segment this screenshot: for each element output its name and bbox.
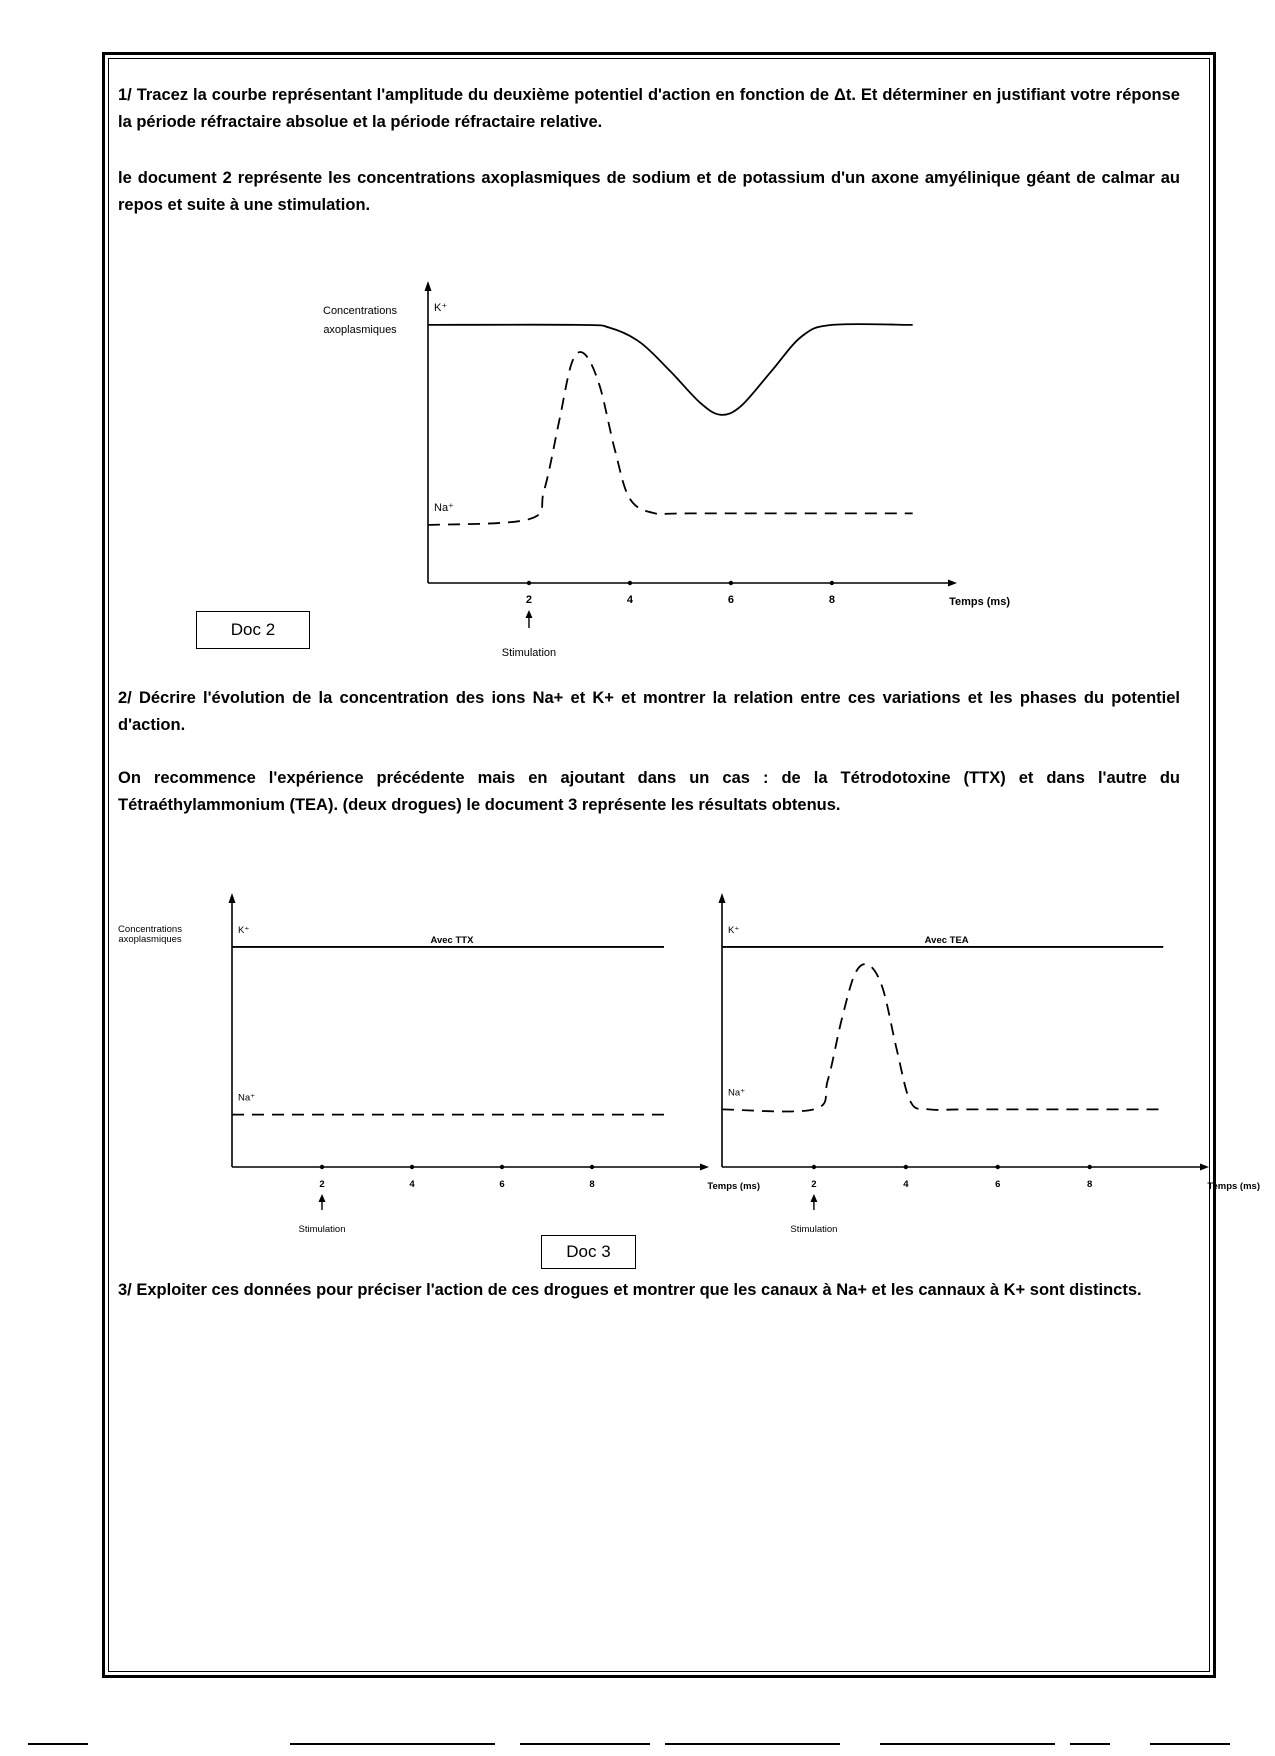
y-axis-label: Concentrations (118, 924, 182, 935)
question-3: 3/ Exploiter ces données pour préciser l'action de ces drogues et montrer que les canaux à Na+ et les cannaux à K+ sont distincts. (118, 1281, 1142, 1299)
x-tick (996, 1165, 1000, 1169)
x-tick (410, 1165, 414, 1169)
chart-title: Avec TEA (924, 935, 969, 946)
question-2: 2/ Décrire l'évolution de la concentration des ions Na+ et K+ et montrer la relation entre ces variations et les phases du potentiel d'action. (118, 689, 1180, 734)
stimulation-arrow-icon (319, 1194, 326, 1202)
y-axis-label: axoplasmiques (323, 324, 397, 336)
x-tick-label: 8 (589, 1179, 595, 1190)
x-axis-arrow-icon (948, 580, 957, 587)
footer-rule (520, 1743, 650, 1745)
x-tick (1087, 1165, 1091, 1169)
doc2-intro: le document 2 représente les concentrations axoplasmiques de sodium et de potassium d'un axone amyélinique géant de calmar au repos et suite à une stimulation. (118, 169, 1180, 214)
x-axis-arrow-icon (700, 1164, 709, 1171)
series-label: Na⁺ (434, 502, 454, 514)
footer-rule (1150, 1743, 1230, 1745)
x-tick (812, 1165, 816, 1169)
stimulation-arrow-icon (525, 610, 532, 618)
x-tick (830, 581, 834, 585)
doc2-chart-group (323, 281, 1010, 659)
footer-rule (1070, 1743, 1110, 1745)
x-tick-label: 4 (409, 1179, 415, 1190)
footer-rule (28, 1743, 88, 1745)
stimulation-label: Stimulation (790, 1224, 838, 1235)
series-label: K⁺ (728, 924, 740, 936)
footer-rule (665, 1743, 840, 1745)
x-axis-label: Temps (ms) (949, 596, 1010, 608)
footer-rule (880, 1743, 1055, 1745)
footer-rule (290, 1743, 495, 1745)
series-label: K⁺ (434, 301, 448, 314)
x-tick-label: 6 (499, 1179, 505, 1190)
x-tick (320, 1165, 324, 1169)
doc3-ttx-chart-group (118, 893, 760, 1235)
x-tick-label: 4 (626, 594, 634, 606)
x-tick-label: 8 (828, 594, 835, 606)
series-label: Na⁺ (238, 1092, 256, 1104)
x-tick (590, 1165, 594, 1169)
y-axis-label: axoplasmiques (118, 934, 182, 945)
x-tick-label: 2 (811, 1179, 817, 1190)
x-tick (628, 581, 632, 585)
chart-title: Avec TTX (430, 935, 474, 946)
y-axis-arrow-icon (719, 893, 726, 903)
x-tick-label: 2 (525, 594, 533, 606)
stimulation-label: Stimulation (298, 1224, 346, 1235)
na-series-line (428, 352, 913, 525)
na-series-line (722, 964, 1163, 1111)
question-1: 1/ Tracez la courbe représentant l'amplitude du deuxième potentiel d'action en fonction de Δt. Et déterminer en justifiant votre réponse la période réfractaire absolue et la période réfractaire relative. (118, 86, 1180, 131)
x-tick (904, 1165, 908, 1169)
y-axis-label: Concentrations (323, 305, 397, 317)
series-label: K⁺ (238, 924, 250, 936)
x-tick (729, 581, 733, 585)
doc3-tea-chart-group (719, 893, 1261, 1235)
stimulation-label: Stimulation (501, 647, 557, 659)
x-axis-label: Temps (ms) (1207, 1181, 1260, 1192)
stimulation-arrow-icon (810, 1194, 817, 1202)
x-tick-label: 4 (903, 1179, 909, 1190)
x-tick (500, 1165, 504, 1169)
doc3-label: Doc 3 (541, 1235, 636, 1269)
x-tick (527, 581, 531, 585)
k-series-line (428, 324, 913, 415)
doc3-intro: On recommence l'expérience précédente mais en ajoutant dans un cas : de la Tétrodotoxine (TTX) et dans l'autre du Tétraéthylammonium (TEA). (deux drogues) le document 3 représente les résultats obtenus. (118, 769, 1180, 814)
x-tick-label: 8 (1087, 1179, 1093, 1190)
series-label: Na⁺ (728, 1087, 746, 1099)
y-axis-arrow-icon (229, 893, 236, 903)
x-axis-arrow-icon (1200, 1164, 1209, 1171)
x-tick-label: 2 (319, 1179, 325, 1190)
x-axis-label: Temps (ms) (707, 1181, 760, 1192)
x-tick-label: 6 (727, 594, 734, 606)
y-axis-arrow-icon (425, 281, 432, 291)
x-tick-label: 6 (995, 1179, 1001, 1190)
doc2-label: Doc 2 (196, 611, 310, 649)
